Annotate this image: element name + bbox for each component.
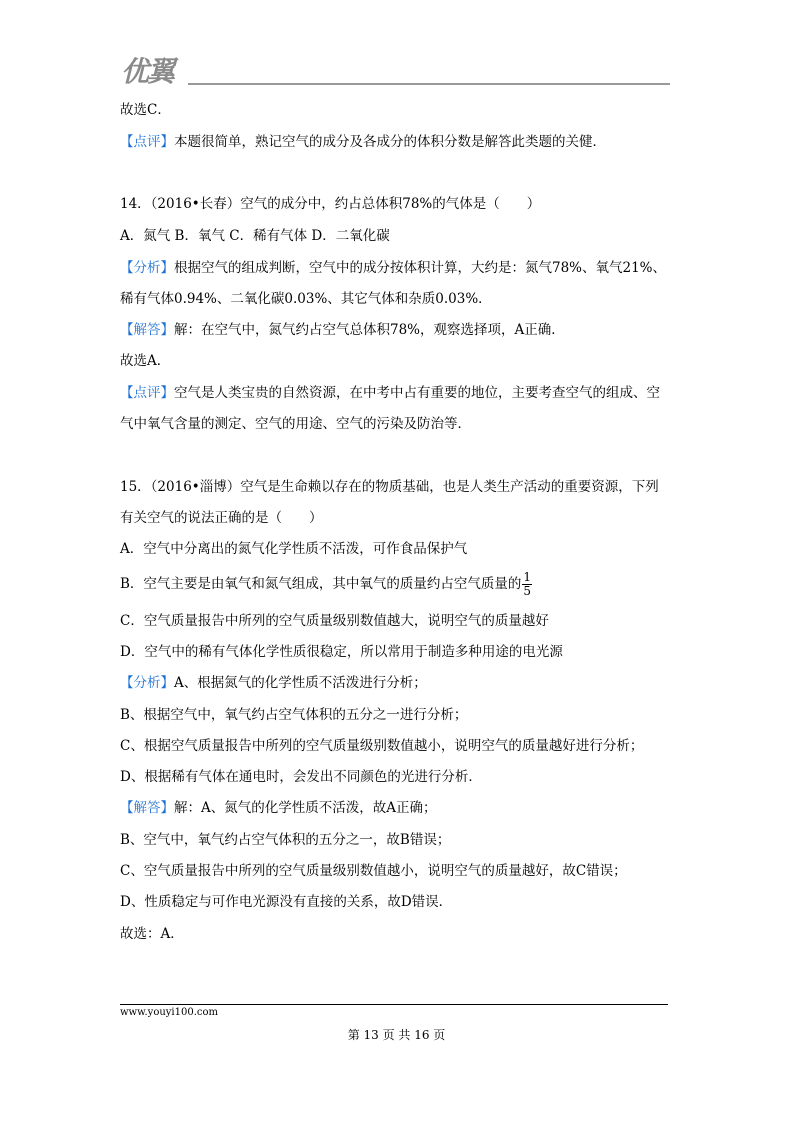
comment-line	[120, 132, 606, 152]
question-14-options: A．氮气 B．氧气 C．稀有气体 D．二氧化碳	[120, 228, 390, 244]
question-14-stem: 14．（2016•长春）空气的成分中，约占总体积78%的气体是（ ）	[120, 196, 541, 212]
comment-line-2: 气中氧气含量的测定、空气的用途、空气的污染及防治等．	[120, 416, 471, 432]
footer-url: www.youyi100.com	[120, 1007, 218, 1018]
comment-text: 本题很简单，熟记空气的成分及各成分的体积分数是解答此类题的关健．	[174, 134, 606, 150]
answer-line	[120, 798, 437, 818]
analysis-tag: 【分析】	[120, 675, 174, 691]
selection-line: 故选A．	[120, 353, 171, 369]
fraction	[522, 571, 532, 598]
option-a: A．空气中分离出的氮气化学性质不活泼，可作食品保护气	[120, 541, 468, 557]
question-15-stem: 15．（2016•淄博）空气是生命赖以存在的物质基础，也是人类生产活动的重要资源，下列	[120, 479, 659, 495]
analysis-line-2: 稀有气体0.94%、二氧化碳0.03%、其它气体和杂质0.03%．	[120, 291, 492, 307]
answer-line-3: C、空气质量报告中所列的空气质量级别数值越小，说明空气的质量越好，故C错误；	[120, 863, 627, 879]
fraction-denominator: 5	[523, 584, 532, 598]
answer-tag: 【解答】	[120, 800, 174, 816]
option-b-text: B．空气主要是由氧气和氮气组成，其中氧气的质量约占空气质量的	[120, 576, 522, 592]
comment-tag: 【点评】	[120, 385, 174, 401]
answer-line-2: B、空气中，氧气约占空气体积的五分之一，故B错误；	[120, 832, 451, 848]
footer-rule	[120, 1004, 668, 1005]
comment-tag: 【点评】	[120, 134, 174, 150]
answer-line	[120, 320, 565, 340]
page-number: 第 13 页 共 16 页	[347, 1028, 446, 1042]
selection-line: 故选：A．	[120, 926, 184, 942]
analysis-line-4: D、根据稀有气体在通电时，会发出不同颜色的光进行分析．	[120, 769, 482, 785]
analysis-line	[120, 258, 666, 278]
analysis-tag: 【分析】	[120, 260, 174, 276]
analysis-line	[120, 673, 427, 693]
option-c: C．空气质量报告中所列的空气质量级别数值越大，说明空气的质量越好	[120, 613, 549, 629]
analysis-text: 根据空气的组成判断，空气中的成分按体积计算，大约是：氮气78%、氧气21%、	[174, 260, 667, 276]
analysis-line-3: C、根据空气质量报告中所列的空气质量级别数值越小，说明空气的质量越好进行分析；	[120, 738, 644, 754]
answer-text: 解：在空气中，氮气约占空气总体积78%，观察选择项，A正确．	[174, 322, 565, 338]
comment-text: 空气是人类宝贵的自然资源，在中考中占有重要的地位，主要考查空气的组成、空	[174, 385, 660, 401]
analysis-line-2: B、根据空气中，氧气约占空气体积的五分之一进行分析；	[120, 707, 468, 723]
option-b	[120, 571, 532, 598]
answer-line-4: D、性质稳定与可作电光源没有直接的关系，故D错误．	[120, 894, 453, 910]
question-15-stem-2: 有关空气的说法正确的是（ ）	[120, 510, 323, 526]
answer-tag: 【解答】	[120, 322, 174, 338]
fraction-numerator: 1	[523, 570, 532, 584]
option-d: D．空气中的稀有气体化学性质很稳定，所以常用于制造多种用途的电光源	[120, 644, 563, 660]
text-line: 故选C．	[120, 102, 171, 118]
answer-text: 解：A、氮气的化学性质不活泼，故A正确；	[174, 800, 437, 816]
comment-line	[120, 383, 660, 403]
header-rule	[188, 83, 670, 85]
logo: 优翼	[121, 55, 174, 88]
analysis-text: A、根据氮气的化学性质不活泼进行分析；	[174, 675, 427, 691]
